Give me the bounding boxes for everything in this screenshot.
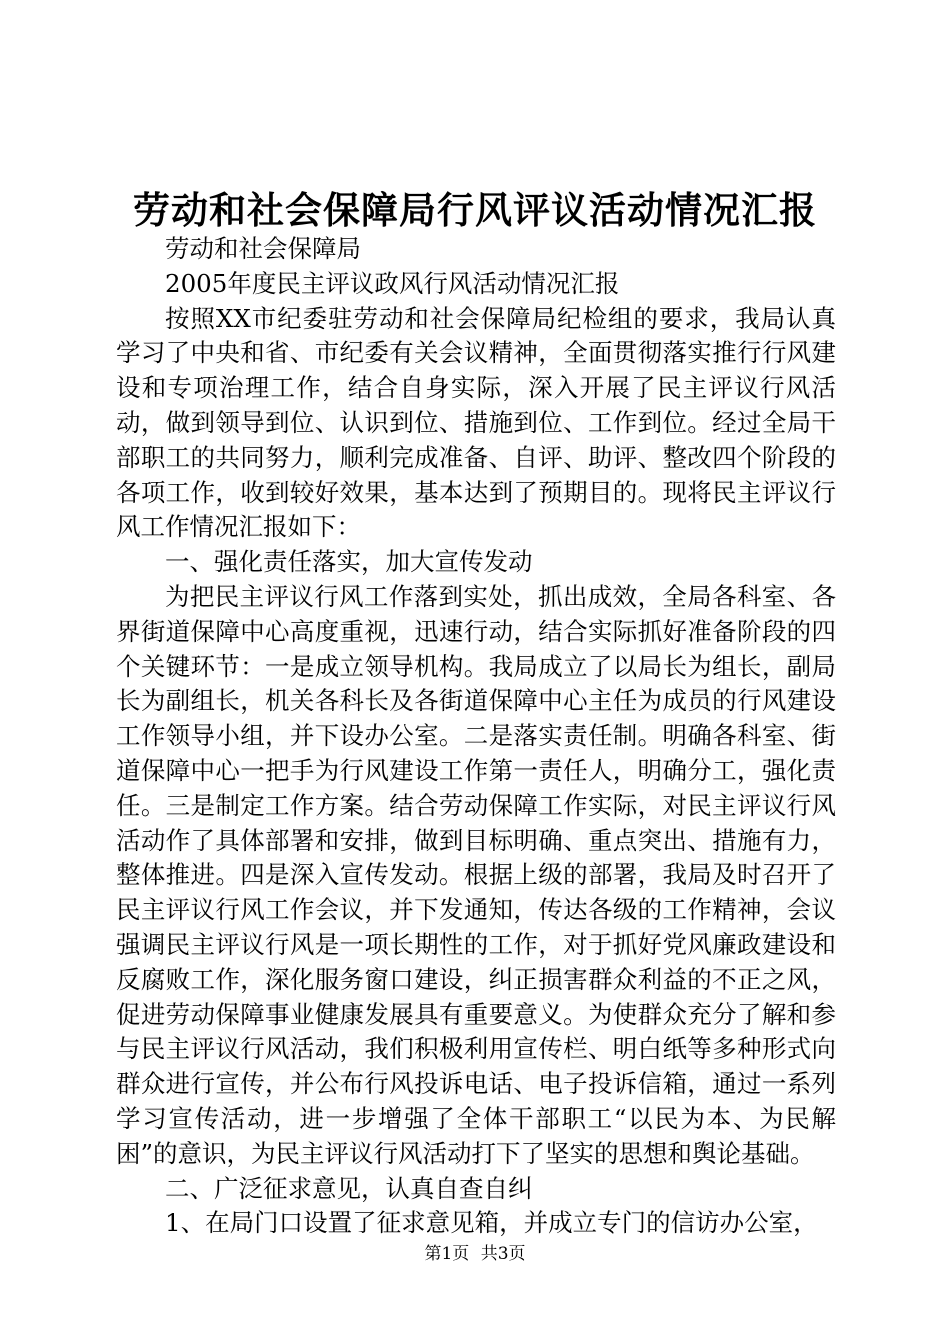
section-heading-1: 一、强化责任落实，加大宣传发动 [165, 547, 533, 577]
paragraph-section-1: 为把民主评议行风工作落到实处，抓出成效，全局各科室、各界街道保障中心高度重视，迅速行动，结合实际抓好准备阶段的四个关键环节：一是成立领导机构。我局成立了以局长为组长，副局长为副组长，机关各科长及各街道保障中心主任为成员的行风建设工作领导小组，并下设办公室。二是落实责任制。明确各科室、街道保障中心一把手为行风建设工作第一责任人，明确分工，强化责任。三是制定工作方案。结合劳动保障工作实际，对民主评议行风活动作了具体部署和安排，做到目标明确、重点突出、措施有力，整体推进。四是深入宣传发动。根据上级的部署，我局及时召开了民主评议行风工作会议，并下发通知，传达各级的工作精神，会议强调民主评议行风是一项长期性的工作，对于抓好党风廉政建设和反腐败工作，深化服务窗口建设，纠正损害群众利益的不正之风，促进劳动保障事业健康发展具有重要意义。为使群众充分了解和参与民主评议行风活动，我们积极利用宣传栏、明白纸等多种形式向群众进行宣传，并公布行风投诉电话、电子投诉信箱，通过一系列学习宣传活动，进一步增强了全体干部职工“以民为本、为民解困”的意识，为民主评议行风活动打下了坚实的思想和舆论基础。 [116, 581, 836, 1168]
page-total: 共3页 [480, 1244, 526, 1264]
page-footer [0, 1242, 950, 1266]
paragraph-report-subtitle: 2005年度民主评议政风行风活动情况汇报 [165, 268, 620, 298]
paragraph-intro: 按照XX市纪委驻劳动和社会保障局纪检组的要求，我局认真学习了中央和省、市纪委有关会议精神，全面贯彻落实推行行风建设和专项治理工作，结合自身实际，深入开展了民主评议行风活动，做到领导到位、认识到位、措施到位、工作到位。经过全局干部职工的共同努力，顺利完成准备、自评、助评、整改四个阶段的各项工作，收到较好效果，基本达到了预期目的。现将民主评议行风工作情况汇报如下： [116, 303, 836, 542]
paragraph-section-2-item-1: 1、在局门口设置了征求意见箱，并成立专门的信访办公室， [165, 1208, 818, 1238]
document-body [116, 232, 836, 1241]
paragraph-department: 劳动和社会保障局 [165, 234, 361, 263]
document-title: 劳动和社会保障局行风评议活动情况汇报 [133, 188, 817, 232]
page-number: 第1页 [424, 1244, 470, 1264]
section-heading-2: 二、广泛征求意见，认真自查自纠 [165, 1173, 533, 1203]
